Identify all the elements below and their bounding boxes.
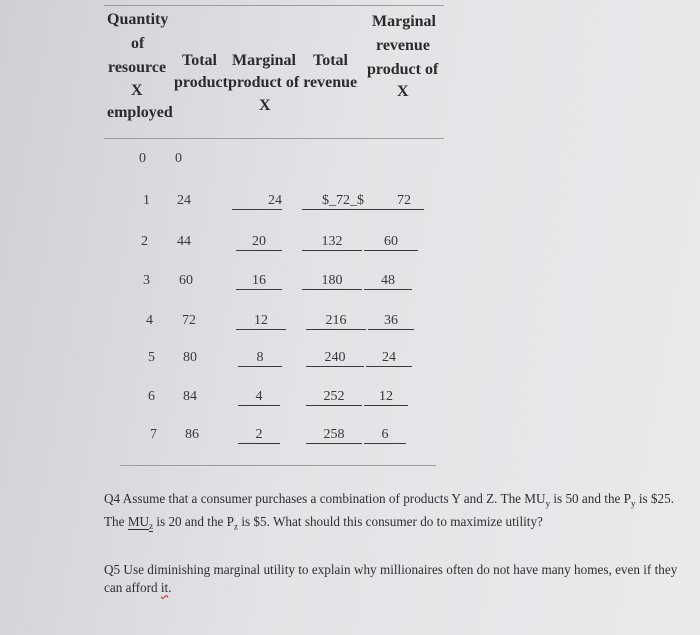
table-cell-marginal-product: 12 [236, 313, 286, 330]
table-cell-total-product: 72 [182, 313, 196, 328]
question-q4: Q4 Assume that a consumer purchases a combination of products Y and Z. The $MU_y$ is 50 and the $P_y$ is $25. The $MU_z$ is 20 and the $P_z$ is $5. What should this consumer do to maximize utility? [104, 491, 674, 532]
header-quantity-line2: of [131, 35, 145, 52]
header-bottom-rule [104, 138, 444, 139]
table-cell-mrp: 72 [384, 193, 424, 210]
table-cell-quantity: 4 [146, 313, 153, 328]
header-quantity-line5: employed [107, 104, 173, 121]
table-cell-mrp: 24 [366, 350, 412, 367]
question-q5: Q5 Use diminishing marginal utility to explain why millionaires often do not have many homes, even if they can afford it. [104, 562, 678, 595]
header-marginal-product: Marginal [232, 52, 296, 69]
table-cell-marginal-product: 2 [238, 427, 280, 444]
table-cell-mrp: 60 [364, 234, 418, 251]
table-cell-total-product: 0 [175, 151, 182, 166]
table-cell-mrp: 12 [364, 389, 408, 406]
table-cell-total-product: 86 [185, 427, 199, 442]
table-cell-total-product: 80 [183, 350, 197, 365]
table-cell-mrp: 48 [364, 273, 412, 290]
table-cell-marginal-product: 8 [238, 350, 282, 367]
table-cell-total-product: 24 [177, 193, 191, 208]
table-cell-quantity: 5 [148, 350, 155, 365]
table-cell-marginal-product: 24 [232, 193, 282, 210]
table-cell-mrp: 36 [368, 313, 414, 330]
header-mrp-line3: product of [367, 61, 439, 78]
table-cell-total-revenue: 240 [306, 350, 364, 367]
header-quantity-line4: X [131, 82, 143, 99]
header-total-revenue: Total [313, 52, 348, 69]
table-bottom-rule [120, 465, 436, 466]
table-cell-quantity: 0 [139, 151, 146, 166]
table-cell-total-product: 84 [183, 389, 197, 404]
table-cell-mrp: 6 [364, 427, 406, 444]
table-cell-total-product: 44 [177, 234, 191, 249]
table-cell-marginal-product: 20 [236, 234, 282, 251]
header-product-row: productproduct of revenue [174, 74, 358, 91]
table-cell-quantity: 1 [143, 193, 150, 208]
table-cell-quantity: 3 [143, 273, 150, 288]
table-cell-total-revenue: 132 [302, 234, 362, 251]
table-cell-quantity: 7 [150, 427, 157, 442]
header-total-product: Total [182, 52, 217, 69]
table-top-rule [104, 5, 444, 6]
header-quantity-line3: resource [108, 59, 167, 76]
header-x-row: X [259, 97, 271, 114]
table-cell-quantity: 2 [141, 234, 148, 249]
table-cell-total-revenue: 216 [306, 313, 366, 330]
table-cell-marginal-product: 16 [236, 273, 282, 290]
table-cell-total-product: 60 [179, 273, 193, 288]
table-cell-marginal-product: 4 [238, 389, 280, 406]
table-cell-total-revenue: $_72_$ [302, 193, 384, 210]
table-cell-total-revenue: 180 [302, 273, 362, 290]
table-cell-total-revenue: 258 [306, 427, 362, 444]
table-cell-total-revenue: 252 [306, 389, 362, 406]
header-mrp-line4: X [397, 83, 409, 100]
table-cell-quantity: 6 [148, 389, 155, 404]
header-mrp-line1: Marginal [372, 13, 436, 30]
header-mrp-line2: revenue [376, 37, 430, 54]
header-quantity-line1: Quantity [107, 11, 169, 28]
